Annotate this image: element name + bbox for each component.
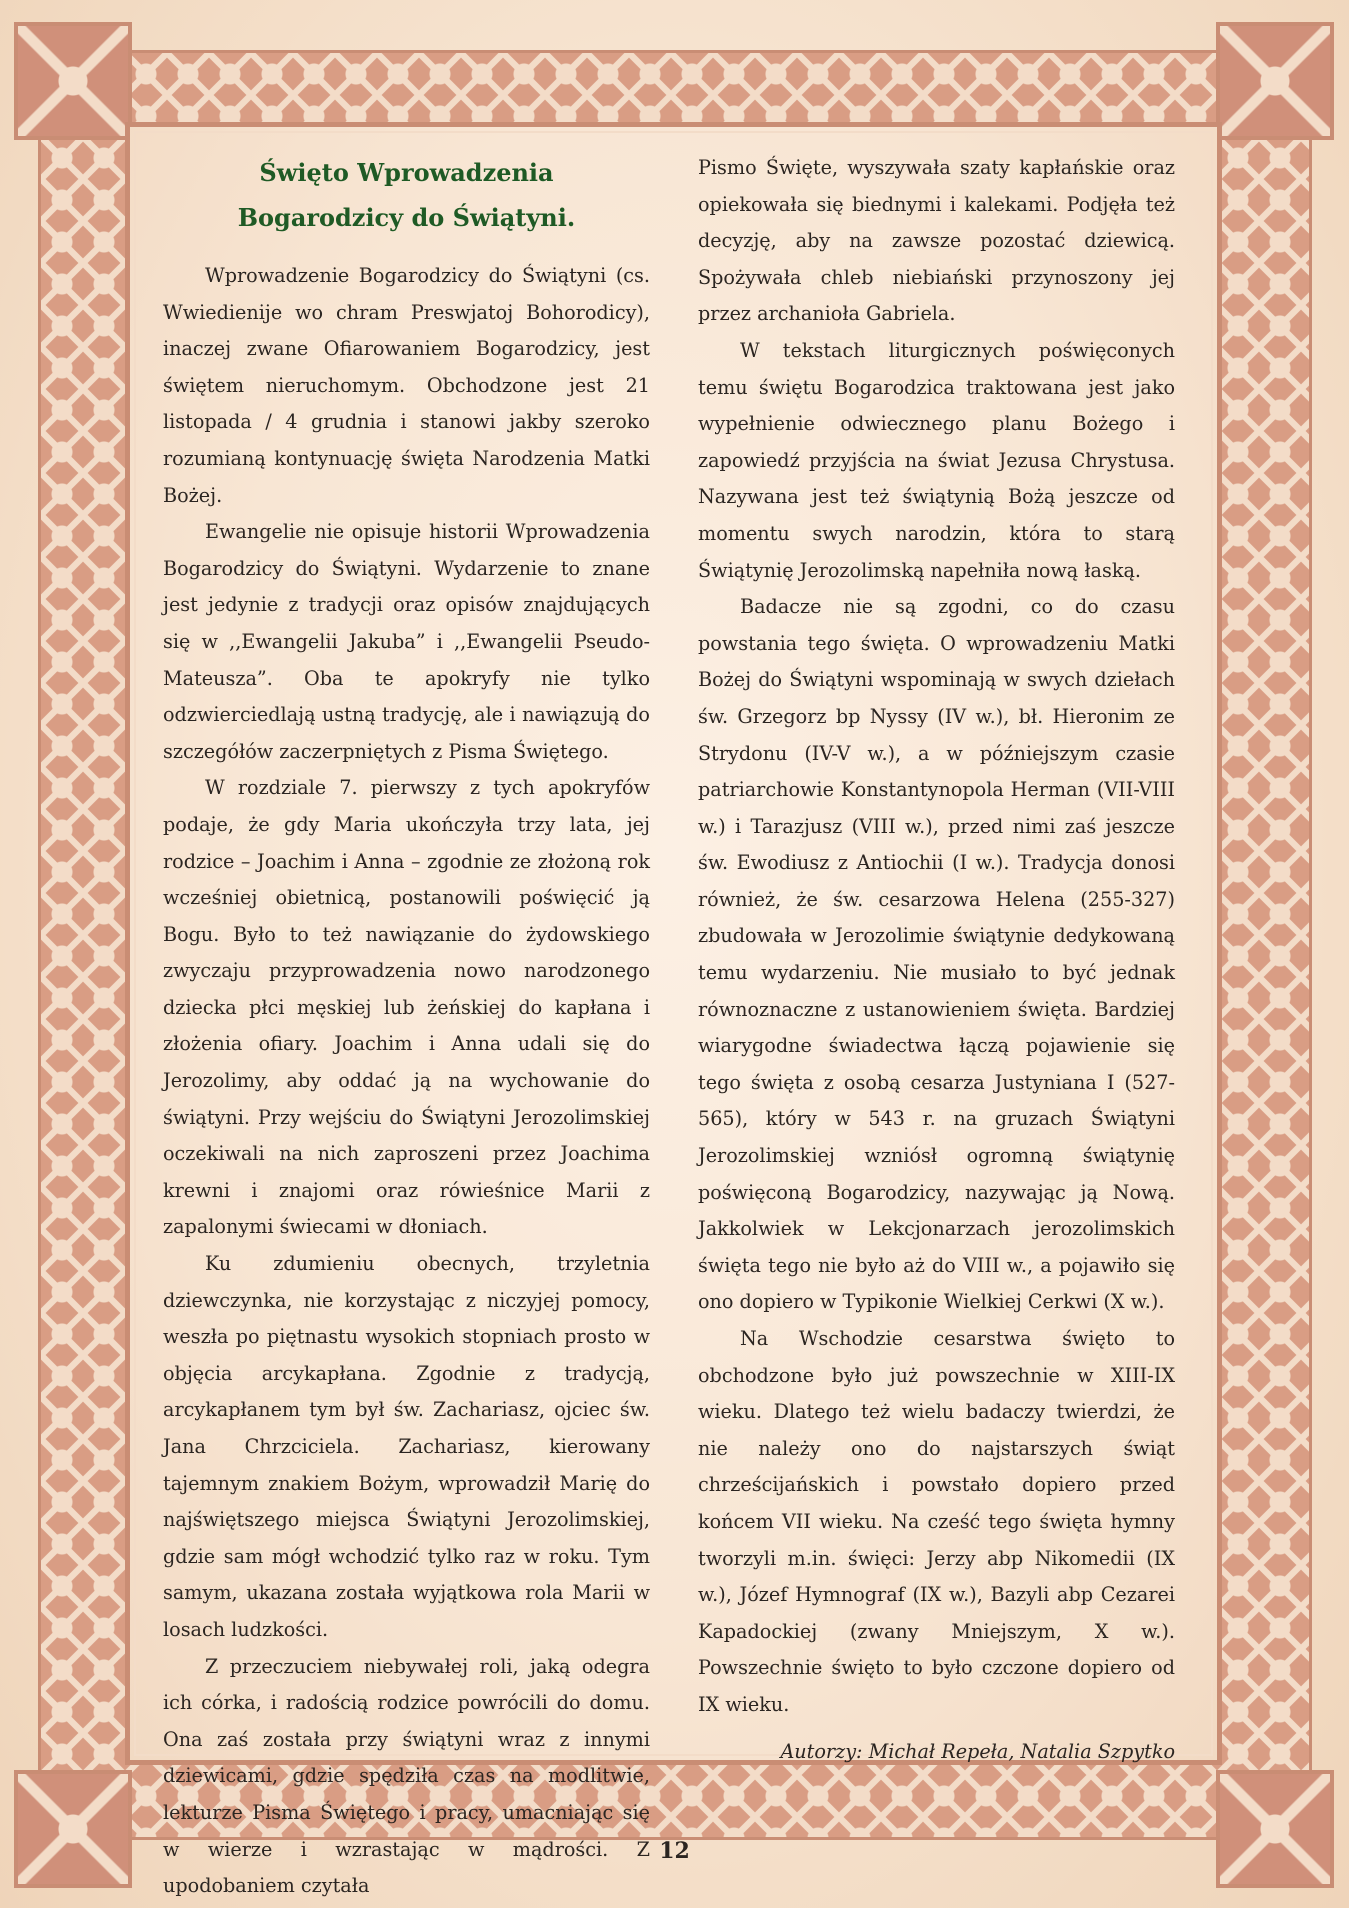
paragraph-continuation: Pismo Święte, wyszywała szaty kapłańskie oraz opiekowała się biednymi i kalekami. Podjęła też decyzję, aby na zawsze pozostać dziewicą. Spożywała chleb niebiański przynoszony jej przez archanioła Gabriela.	[698, 156, 1175, 326]
paragraph: Ewangelie nie opisuje historii Wprowadzenia Bogarodzicy do Świątyni. Wydarzenie to znane jest jedynie z tradycji oraz opisów znajdujących się w ,,Ewangelii Jakuba” i ,,Ewangelii Pseudo-Mateusza”. Oba te apokryfy nie tylko odzwierciedlają ustną tradycję, ale i nawiązują do szczegółów zaczerpniętych z Pisma Świętego.	[163, 520, 650, 763]
corner-ornament-top-left	[14, 22, 132, 140]
corner-ornament-bottom-left	[14, 1770, 132, 1888]
paragraph: W rozdziale 7. pierwszy z tych apokryfów podaje, że gdy Maria ukończyła trzy lata, jej rodzice – Joachim i Anna – zgodnie ze złożoną rok wcześniej obietnicą, postanowili poświęcić ją Bogu. Było to też nawiązanie do żydowskiego zwyczaju przyprowadzenia nowo narodzonego dziecka płci męskiej lub żeńskiej do kapłana i złożenia ofiary. Joachim i Anna udali się do Jerozolimy, aby oddać ją na wychowanie do świątyni. Przy wejściu do Świątyni Jerozolimskiej oczekiwali na nich zaproszeni przez Joachima krewni i znajomi oraz rówieśnice Marii z zapalonymi świecami w dłoniach.	[163, 776, 650, 1239]
corner-ornament-bottom-right	[1216, 1770, 1334, 1888]
paragraph: Ku zdumieniu obecnych, trzyletnia dziewczynka, nie korzystając z niczyjej pomocy, weszła po piętnastu wysokich stopniach prosto w objęcia arcykapłana. Zgodnie z tradycją, arcykapłanem tym był św. Zachariasz, ojciec św. Jana Chrzciciela. Zachariasz, kierowany tajemnym znakiem Bożym, wprowadził Marię do najświętszego miejsca Świątyni Jerozolimskiej, gdzie sam mógł wchodzić tylko raz w roku. Tym samym, ukazana została wyjątkowa rola Marii w losach ludzkości.	[163, 1252, 650, 1641]
paragraph: Na Wschodzie cesarstwa święto to obchodzone było już powszechnie w XIII-IX wieku. Dlatego też wielu badaczy twierdzi, że nie należy ono do najstarszych świąt chrześcijańskich i powstało dopiero przed końcem VII wieku. Na cześć tego święta hymny tworzyli m.in. święci: Jerzy abp Nikomedii (IX w.), Józef Hymnograf (IX w.), Bazyli abp Cezarei Kapadockiej (zwany Mniejszym, X w.). Powszechnie święto to było czczone dopiero od IX wieku.	[698, 1327, 1175, 1716]
paragraph: Z przeczuciem niebywałej roli, jaką odegra ich córka, i radością rodzice powrócili do domu. Ona zaś została przy świątyni wraz z innymi dziewicami, gdzie spędziła czas na modlitwie, lekturze Pisma Świętego i pracy, umacniając się w wierze i wzrastając w mądrości. Z upodobaniem czytała	[163, 1654, 650, 1898]
article-title	[163, 150, 650, 240]
paragraph: Badacze nie są zgodni, co do czasu powstania tego święta. O wprowadzeniu Matki Bożej do Świątyni wspominają w swych dziełach św. Grzegorz bp Nyssy (IV w.), bł. Hieronim ze Strydonu (IV-V w.), a w późniejszym czasie patriarchowie Konstantynopola Herman (VII-VIII w.) i Tarazjusz (VIII w.), przed nimi zaś jeszcze św. Ewodiusz z Antiochii (I w.). Tradycja donosi również, że św. cesarzowa Helena (255-327) zbudowała w Jerozolimie świątynie dedykowaną temu wydarzeniu. Nie musiało to być jednak równoznaczne z ustanowieniem święta. Bardziej wiarygodne świadectwa łączą pojawienie się tego święta z osobą cesarza Justyniana I (527-565), który w 543 r. na gruzach Świątyni Jerozolimskiej wzniósł ogromną świątynię poświęconą Bogarodzicy, nazywając ją Nową. Jakkolwiek w Lekcjonarzach jerozolimskich święta tego nie było aż do VIII w., a pojawiło się ono dopiero w Typikonie Wielkiej Cerkwi (X w.).	[698, 595, 1175, 1314]
page-number: 12	[659, 1838, 690, 1864]
corner-ornament-top-right	[1216, 22, 1334, 140]
right-column	[698, 150, 1175, 1770]
title-line-1: Święto Wprowadzenia	[259, 158, 554, 187]
title-line-2: Bogarodzicy do Świątyni.	[237, 203, 576, 232]
left-column	[163, 150, 650, 1905]
authors-credit: Autorzy: Michał Repeła, Natalia Szpytko	[780, 1739, 1175, 1763]
paragraph: Wprowadzenie Bogarodzicy do Świątyni (cs. Wwiedienije wo chram Preswjatoj Bohorodicy), inaczej zwane Ofiarowaniem Bogarodzicy, jest świętem nieruchomym. Obchodzone jest 21 listopada / 4 grudnia i stanowi jakby szeroko rozumianą kontynuację święta Narodzenia Matki Bożej.	[163, 264, 650, 507]
paragraph: W tekstach liturgicznych poświęconych temu świętu Bogarodzica traktowana jest jako wypełnienie odwiecznego planu Bożego i zapowiedź przyjścia na świat Jezusa Chrystusa. Nazywana jest też świątynią Bożą jeszcze od momentu swych narodzin, która to starą Świątynię Jerozolimską napełniła nową łaską.	[698, 338, 1175, 582]
